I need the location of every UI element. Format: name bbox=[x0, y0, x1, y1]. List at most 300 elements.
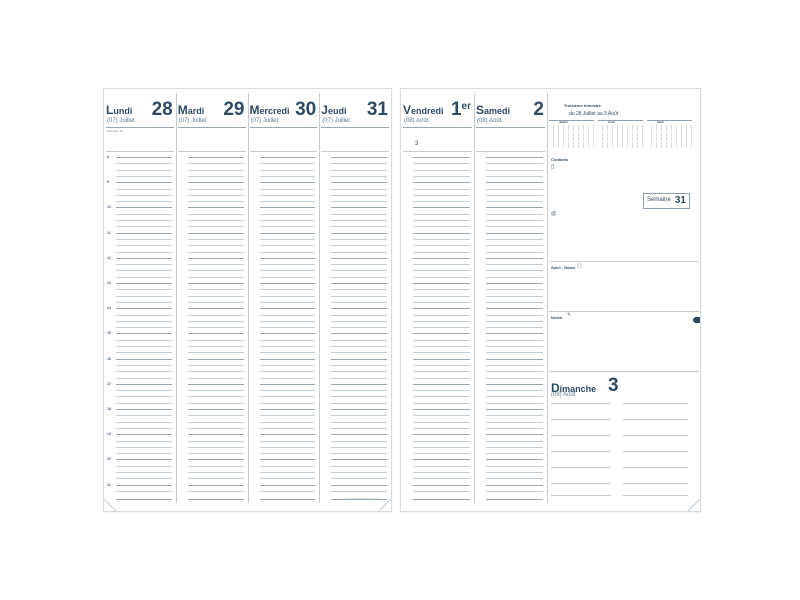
ruled-line[interactable] bbox=[188, 315, 244, 316]
ruled-line[interactable] bbox=[116, 176, 172, 177]
ruled-line[interactable] bbox=[188, 434, 244, 435]
ruled-line[interactable] bbox=[260, 296, 316, 297]
ruled-line[interactable] bbox=[260, 170, 316, 171]
ruled-line[interactable] bbox=[188, 365, 244, 366]
ruled-line[interactable] bbox=[116, 459, 172, 460]
ruled-line[interactable] bbox=[486, 270, 543, 271]
ruled-line[interactable] bbox=[188, 277, 244, 278]
ruled-line[interactable] bbox=[413, 239, 470, 240]
ruled-line[interactable] bbox=[331, 346, 387, 347]
ruled-line[interactable] bbox=[188, 384, 244, 385]
ruled-line[interactable] bbox=[116, 163, 172, 164]
ruled-line[interactable] bbox=[486, 258, 543, 259]
ruled-line[interactable] bbox=[188, 264, 244, 265]
ruled-line[interactable] bbox=[260, 302, 316, 303]
ruled-line[interactable] bbox=[413, 365, 470, 366]
ruled-line[interactable] bbox=[413, 214, 470, 215]
ruled-line[interactable] bbox=[188, 176, 244, 177]
ruled-line[interactable] bbox=[188, 170, 244, 171]
ruled-line[interactable] bbox=[116, 371, 172, 372]
ruled-line[interactable] bbox=[188, 233, 244, 234]
ruled-line[interactable] bbox=[413, 359, 470, 360]
ruled-line[interactable] bbox=[260, 252, 316, 253]
ruled-line[interactable] bbox=[116, 277, 172, 278]
ruled-line[interactable] bbox=[331, 182, 387, 183]
ruled-line[interactable] bbox=[413, 277, 470, 278]
ruled-line[interactable] bbox=[188, 441, 244, 442]
ruled-line[interactable] bbox=[331, 214, 387, 215]
ruled-line[interactable] bbox=[486, 321, 543, 322]
sunday-ruled-line[interactable] bbox=[551, 403, 611, 404]
ruled-line[interactable] bbox=[486, 485, 543, 486]
ruled-line[interactable] bbox=[413, 478, 470, 479]
ruled-line[interactable] bbox=[413, 176, 470, 177]
ruled-line[interactable] bbox=[413, 378, 470, 379]
sunday-ruled-line[interactable] bbox=[623, 435, 688, 436]
ruled-line[interactable] bbox=[188, 252, 244, 253]
ruled-line[interactable] bbox=[116, 252, 172, 253]
ruled-line[interactable] bbox=[413, 270, 470, 271]
ruled-line[interactable] bbox=[413, 409, 470, 410]
ruled-line[interactable] bbox=[260, 239, 316, 240]
ruled-line[interactable] bbox=[188, 415, 244, 416]
ruled-line[interactable] bbox=[260, 333, 316, 334]
ruled-line[interactable] bbox=[116, 340, 172, 341]
ruled-line[interactable] bbox=[188, 163, 244, 164]
ruled-line[interactable] bbox=[413, 441, 470, 442]
ruled-line[interactable] bbox=[413, 321, 470, 322]
ruled-line[interactable] bbox=[116, 478, 172, 479]
ruled-line[interactable] bbox=[116, 239, 172, 240]
ruled-line[interactable] bbox=[486, 346, 543, 347]
ruled-line[interactable] bbox=[486, 478, 543, 479]
sunday-ruled-line[interactable] bbox=[623, 419, 688, 420]
ruled-line[interactable] bbox=[413, 252, 470, 253]
ruled-line[interactable] bbox=[486, 491, 543, 492]
ruled-line[interactable] bbox=[331, 365, 387, 366]
ruled-line[interactable] bbox=[486, 415, 543, 416]
ruled-line[interactable] bbox=[486, 315, 543, 316]
ruled-line[interactable] bbox=[116, 157, 172, 158]
ruled-line[interactable] bbox=[260, 447, 316, 448]
ruled-line[interactable] bbox=[188, 327, 244, 328]
ruled-line[interactable] bbox=[413, 472, 470, 473]
ruled-line[interactable] bbox=[413, 403, 470, 404]
ruled-line[interactable] bbox=[486, 359, 543, 360]
ruled-line[interactable] bbox=[413, 245, 470, 246]
ruled-line[interactable] bbox=[260, 157, 316, 158]
ruled-line[interactable] bbox=[116, 182, 172, 183]
ruled-line[interactable] bbox=[486, 390, 543, 391]
ruled-line[interactable] bbox=[116, 189, 172, 190]
sunday-ruled-line[interactable] bbox=[623, 403, 688, 404]
ruled-line[interactable] bbox=[260, 472, 316, 473]
ruled-line[interactable] bbox=[486, 296, 543, 297]
ruled-line[interactable] bbox=[413, 170, 470, 171]
ruled-line[interactable] bbox=[260, 283, 316, 284]
ruled-line[interactable] bbox=[486, 428, 543, 429]
ruled-line[interactable] bbox=[260, 359, 316, 360]
ruled-line[interactable] bbox=[188, 359, 244, 360]
ruled-line[interactable] bbox=[116, 384, 172, 385]
ruled-line[interactable] bbox=[486, 176, 543, 177]
ruled-line[interactable] bbox=[486, 252, 543, 253]
ruled-line[interactable] bbox=[116, 447, 172, 448]
ruled-line[interactable] bbox=[413, 233, 470, 234]
ruled-line[interactable] bbox=[116, 207, 172, 208]
ruled-line[interactable] bbox=[116, 296, 172, 297]
ruled-line[interactable] bbox=[260, 233, 316, 234]
ruled-line[interactable] bbox=[188, 201, 244, 202]
ruled-line[interactable] bbox=[116, 220, 172, 221]
ruled-line[interactable] bbox=[260, 327, 316, 328]
ruled-line[interactable] bbox=[260, 182, 316, 183]
ruled-line[interactable] bbox=[260, 176, 316, 177]
ruled-line[interactable] bbox=[331, 308, 387, 309]
ruled-line[interactable] bbox=[331, 340, 387, 341]
ruled-line[interactable] bbox=[331, 270, 387, 271]
ruled-line[interactable] bbox=[260, 195, 316, 196]
ruled-line[interactable] bbox=[413, 422, 470, 423]
ruled-line[interactable] bbox=[116, 233, 172, 234]
ruled-line[interactable] bbox=[188, 428, 244, 429]
ruled-line[interactable] bbox=[116, 283, 172, 284]
ruled-line[interactable] bbox=[116, 359, 172, 360]
sunday-ruled-line[interactable] bbox=[551, 451, 611, 452]
ruled-line[interactable] bbox=[188, 447, 244, 448]
ruled-line[interactable] bbox=[260, 289, 316, 290]
ruled-line[interactable] bbox=[486, 195, 543, 196]
ruled-line[interactable] bbox=[331, 226, 387, 227]
ruled-line[interactable] bbox=[116, 422, 172, 423]
ruled-line[interactable] bbox=[331, 447, 387, 448]
ruled-line[interactable] bbox=[413, 434, 470, 435]
ruled-line[interactable] bbox=[413, 315, 470, 316]
ruled-line[interactable] bbox=[331, 384, 387, 385]
ruled-line[interactable] bbox=[188, 207, 244, 208]
ruled-line[interactable] bbox=[331, 207, 387, 208]
ruled-line[interactable] bbox=[188, 245, 244, 246]
ruled-line[interactable] bbox=[116, 258, 172, 259]
ruled-line[interactable] bbox=[188, 195, 244, 196]
ruled-line[interactable] bbox=[188, 491, 244, 492]
sunday-ruled-line[interactable] bbox=[623, 467, 688, 468]
ruled-line[interactable] bbox=[486, 472, 543, 473]
ruled-line[interactable] bbox=[188, 478, 244, 479]
ruled-line[interactable] bbox=[331, 359, 387, 360]
ruled-line[interactable] bbox=[260, 214, 316, 215]
ruled-line[interactable] bbox=[116, 472, 172, 473]
ruled-line[interactable] bbox=[486, 207, 543, 208]
ruled-line[interactable] bbox=[486, 378, 543, 379]
ruled-line[interactable] bbox=[116, 485, 172, 486]
ruled-line[interactable] bbox=[413, 466, 470, 467]
ruled-line[interactable] bbox=[260, 258, 316, 259]
ruled-line[interactable] bbox=[260, 384, 316, 385]
ruled-line[interactable] bbox=[486, 239, 543, 240]
ruled-line[interactable] bbox=[188, 302, 244, 303]
ruled-line[interactable] bbox=[413, 459, 470, 460]
ruled-line[interactable] bbox=[331, 472, 387, 473]
ruled-line[interactable] bbox=[331, 352, 387, 353]
ruled-line[interactable] bbox=[116, 214, 172, 215]
ruled-line[interactable] bbox=[260, 270, 316, 271]
sunday-ruled-line[interactable] bbox=[551, 483, 611, 484]
ruled-line[interactable] bbox=[188, 239, 244, 240]
ruled-line[interactable] bbox=[413, 283, 470, 284]
ruled-line[interactable] bbox=[413, 163, 470, 164]
ruled-line[interactable] bbox=[331, 321, 387, 322]
ruled-line[interactable] bbox=[413, 226, 470, 227]
ruled-line[interactable] bbox=[188, 346, 244, 347]
ruled-line[interactable] bbox=[188, 396, 244, 397]
ruled-line[interactable] bbox=[260, 403, 316, 404]
ruled-line[interactable] bbox=[486, 264, 543, 265]
ruled-line[interactable] bbox=[188, 258, 244, 259]
ruled-line[interactable] bbox=[116, 333, 172, 334]
ruled-line[interactable] bbox=[413, 296, 470, 297]
ruled-line[interactable] bbox=[116, 352, 172, 353]
ruled-line[interactable] bbox=[331, 239, 387, 240]
ruled-line[interactable] bbox=[486, 409, 543, 410]
ruled-line[interactable] bbox=[331, 220, 387, 221]
ruled-line[interactable] bbox=[486, 441, 543, 442]
ruled-line[interactable] bbox=[116, 289, 172, 290]
sunday-ruled-line[interactable] bbox=[623, 495, 688, 496]
ruled-line[interactable] bbox=[486, 220, 543, 221]
ruled-line[interactable] bbox=[413, 201, 470, 202]
ruled-line[interactable] bbox=[260, 321, 316, 322]
ruled-line[interactable] bbox=[260, 220, 316, 221]
ruled-line[interactable] bbox=[331, 478, 387, 479]
ruled-line[interactable] bbox=[116, 378, 172, 379]
ruled-line[interactable] bbox=[188, 422, 244, 423]
ruled-line[interactable] bbox=[413, 264, 470, 265]
ruled-line[interactable] bbox=[188, 352, 244, 353]
ruled-line[interactable] bbox=[188, 214, 244, 215]
ruled-line[interactable] bbox=[331, 245, 387, 246]
ruled-line[interactable] bbox=[260, 163, 316, 164]
ruled-line[interactable] bbox=[260, 459, 316, 460]
ruled-line[interactable] bbox=[260, 441, 316, 442]
ruled-line[interactable] bbox=[331, 289, 387, 290]
ruled-line[interactable] bbox=[260, 277, 316, 278]
ruled-line[interactable] bbox=[116, 390, 172, 391]
ruled-line[interactable] bbox=[260, 485, 316, 486]
ruled-line[interactable] bbox=[486, 163, 543, 164]
ruled-line[interactable] bbox=[331, 403, 387, 404]
ruled-line[interactable] bbox=[331, 170, 387, 171]
ruled-line[interactable] bbox=[331, 396, 387, 397]
ruled-line[interactable] bbox=[486, 302, 543, 303]
bookmark-tab[interactable] bbox=[693, 317, 700, 323]
ruled-line[interactable] bbox=[331, 258, 387, 259]
ruled-line[interactable] bbox=[116, 466, 172, 467]
ruled-line[interactable] bbox=[331, 459, 387, 460]
ruled-line[interactable] bbox=[331, 409, 387, 410]
ruled-line[interactable] bbox=[331, 264, 387, 265]
ruled-line[interactable] bbox=[413, 182, 470, 183]
ruled-line[interactable] bbox=[116, 315, 172, 316]
sunday-ruled-line[interactable] bbox=[551, 419, 611, 420]
ruled-line[interactable] bbox=[331, 485, 387, 486]
ruled-line[interactable] bbox=[260, 226, 316, 227]
ruled-line[interactable] bbox=[486, 277, 543, 278]
ruled-line[interactable] bbox=[413, 396, 470, 397]
sunday-ruled-line[interactable] bbox=[551, 435, 611, 436]
ruled-line[interactable] bbox=[331, 491, 387, 492]
ruled-line[interactable] bbox=[260, 315, 316, 316]
ruled-line[interactable] bbox=[260, 264, 316, 265]
ruled-line[interactable] bbox=[486, 214, 543, 215]
ruled-line[interactable] bbox=[260, 346, 316, 347]
ruled-line[interactable] bbox=[188, 321, 244, 322]
ruled-line[interactable] bbox=[331, 441, 387, 442]
ruled-line[interactable] bbox=[188, 378, 244, 379]
ruled-line[interactable] bbox=[188, 226, 244, 227]
ruled-line[interactable] bbox=[116, 245, 172, 246]
ruled-line[interactable] bbox=[413, 352, 470, 353]
ruled-line[interactable] bbox=[188, 466, 244, 467]
ruled-line[interactable] bbox=[188, 182, 244, 183]
ruled-line[interactable] bbox=[188, 220, 244, 221]
ruled-line[interactable] bbox=[260, 390, 316, 391]
ruled-line[interactable] bbox=[260, 491, 316, 492]
ruled-line[interactable] bbox=[331, 378, 387, 379]
ruled-line[interactable] bbox=[413, 346, 470, 347]
ruled-line[interactable] bbox=[331, 453, 387, 454]
ruled-line[interactable] bbox=[331, 163, 387, 164]
ruled-line[interactable] bbox=[116, 302, 172, 303]
ruled-line[interactable] bbox=[116, 491, 172, 492]
ruled-line[interactable] bbox=[486, 365, 543, 366]
ruled-line[interactable] bbox=[413, 207, 470, 208]
ruled-line[interactable] bbox=[188, 333, 244, 334]
ruled-line[interactable] bbox=[260, 409, 316, 410]
ruled-line[interactable] bbox=[260, 396, 316, 397]
ruled-line[interactable] bbox=[260, 422, 316, 423]
sunday-ruled-line[interactable] bbox=[551, 495, 611, 496]
ruled-line[interactable] bbox=[188, 296, 244, 297]
ruled-line[interactable] bbox=[486, 182, 543, 183]
ruled-line[interactable] bbox=[331, 233, 387, 234]
ruled-line[interactable] bbox=[116, 226, 172, 227]
ruled-line[interactable] bbox=[413, 157, 470, 158]
ruled-line[interactable] bbox=[116, 434, 172, 435]
ruled-line[interactable] bbox=[116, 396, 172, 397]
ruled-line[interactable] bbox=[260, 371, 316, 372]
ruled-line[interactable] bbox=[116, 453, 172, 454]
ruled-line[interactable] bbox=[486, 201, 543, 202]
ruled-line[interactable] bbox=[331, 283, 387, 284]
ruled-line[interactable] bbox=[486, 396, 543, 397]
ruled-line[interactable] bbox=[188, 403, 244, 404]
ruled-line[interactable] bbox=[260, 415, 316, 416]
ruled-line[interactable] bbox=[331, 466, 387, 467]
ruled-line[interactable] bbox=[413, 289, 470, 290]
ruled-line[interactable] bbox=[116, 403, 172, 404]
ruled-line[interactable] bbox=[413, 485, 470, 486]
ruled-line[interactable] bbox=[331, 189, 387, 190]
ruled-line[interactable] bbox=[188, 459, 244, 460]
ruled-line[interactable] bbox=[116, 195, 172, 196]
ruled-line[interactable] bbox=[260, 308, 316, 309]
ruled-line[interactable] bbox=[486, 189, 543, 190]
sunday-ruled-line[interactable] bbox=[623, 483, 688, 484]
ruled-line[interactable] bbox=[260, 434, 316, 435]
ruled-line[interactable] bbox=[486, 245, 543, 246]
ruled-line[interactable] bbox=[486, 466, 543, 467]
ruled-line[interactable] bbox=[116, 441, 172, 442]
ruled-line[interactable] bbox=[413, 195, 470, 196]
sunday-ruled-line[interactable] bbox=[551, 467, 611, 468]
ruled-line[interactable] bbox=[486, 289, 543, 290]
ruled-line[interactable] bbox=[413, 491, 470, 492]
ruled-line[interactable] bbox=[331, 428, 387, 429]
ruled-line[interactable] bbox=[413, 189, 470, 190]
ruled-line[interactable] bbox=[331, 195, 387, 196]
ruled-line[interactable] bbox=[413, 333, 470, 334]
ruled-line[interactable] bbox=[116, 170, 172, 171]
ruled-line[interactable] bbox=[188, 390, 244, 391]
ruled-line[interactable] bbox=[413, 327, 470, 328]
ruled-line[interactable] bbox=[188, 371, 244, 372]
ruled-line[interactable] bbox=[188, 308, 244, 309]
ruled-line[interactable] bbox=[486, 283, 543, 284]
ruled-line[interactable] bbox=[260, 352, 316, 353]
ruled-line[interactable] bbox=[413, 340, 470, 341]
ruled-line[interactable] bbox=[331, 176, 387, 177]
ruled-line[interactable] bbox=[116, 201, 172, 202]
ruled-line[interactable] bbox=[486, 333, 543, 334]
ruled-line[interactable] bbox=[486, 434, 543, 435]
ruled-line[interactable] bbox=[413, 428, 470, 429]
ruled-line[interactable] bbox=[260, 365, 316, 366]
ruled-line[interactable] bbox=[486, 384, 543, 385]
ruled-line[interactable] bbox=[413, 453, 470, 454]
ruled-line[interactable] bbox=[413, 258, 470, 259]
ruled-line[interactable] bbox=[116, 270, 172, 271]
ruled-line[interactable] bbox=[486, 459, 543, 460]
ruled-line[interactable] bbox=[331, 371, 387, 372]
ruled-line[interactable] bbox=[188, 289, 244, 290]
ruled-line[interactable] bbox=[486, 403, 543, 404]
ruled-line[interactable] bbox=[413, 447, 470, 448]
ruled-line[interactable] bbox=[260, 453, 316, 454]
ruled-line[interactable] bbox=[331, 415, 387, 416]
ruled-line[interactable] bbox=[188, 189, 244, 190]
ruled-line[interactable] bbox=[331, 277, 387, 278]
ruled-line[interactable] bbox=[116, 409, 172, 410]
ruled-line[interactable] bbox=[331, 157, 387, 158]
ruled-line[interactable] bbox=[260, 201, 316, 202]
ruled-line[interactable] bbox=[116, 428, 172, 429]
ruled-line[interactable] bbox=[486, 170, 543, 171]
ruled-line[interactable] bbox=[413, 220, 470, 221]
ruled-line[interactable] bbox=[486, 327, 543, 328]
ruled-line[interactable] bbox=[331, 296, 387, 297]
ruled-line[interactable] bbox=[260, 466, 316, 467]
ruled-line[interactable] bbox=[116, 415, 172, 416]
ruled-line[interactable] bbox=[260, 340, 316, 341]
ruled-line[interactable] bbox=[188, 472, 244, 473]
ruled-line[interactable] bbox=[413, 308, 470, 309]
ruled-line[interactable] bbox=[331, 333, 387, 334]
ruled-line[interactable] bbox=[486, 453, 543, 454]
ruled-line[interactable] bbox=[260, 478, 316, 479]
ruled-line[interactable] bbox=[413, 415, 470, 416]
ruled-line[interactable] bbox=[188, 453, 244, 454]
